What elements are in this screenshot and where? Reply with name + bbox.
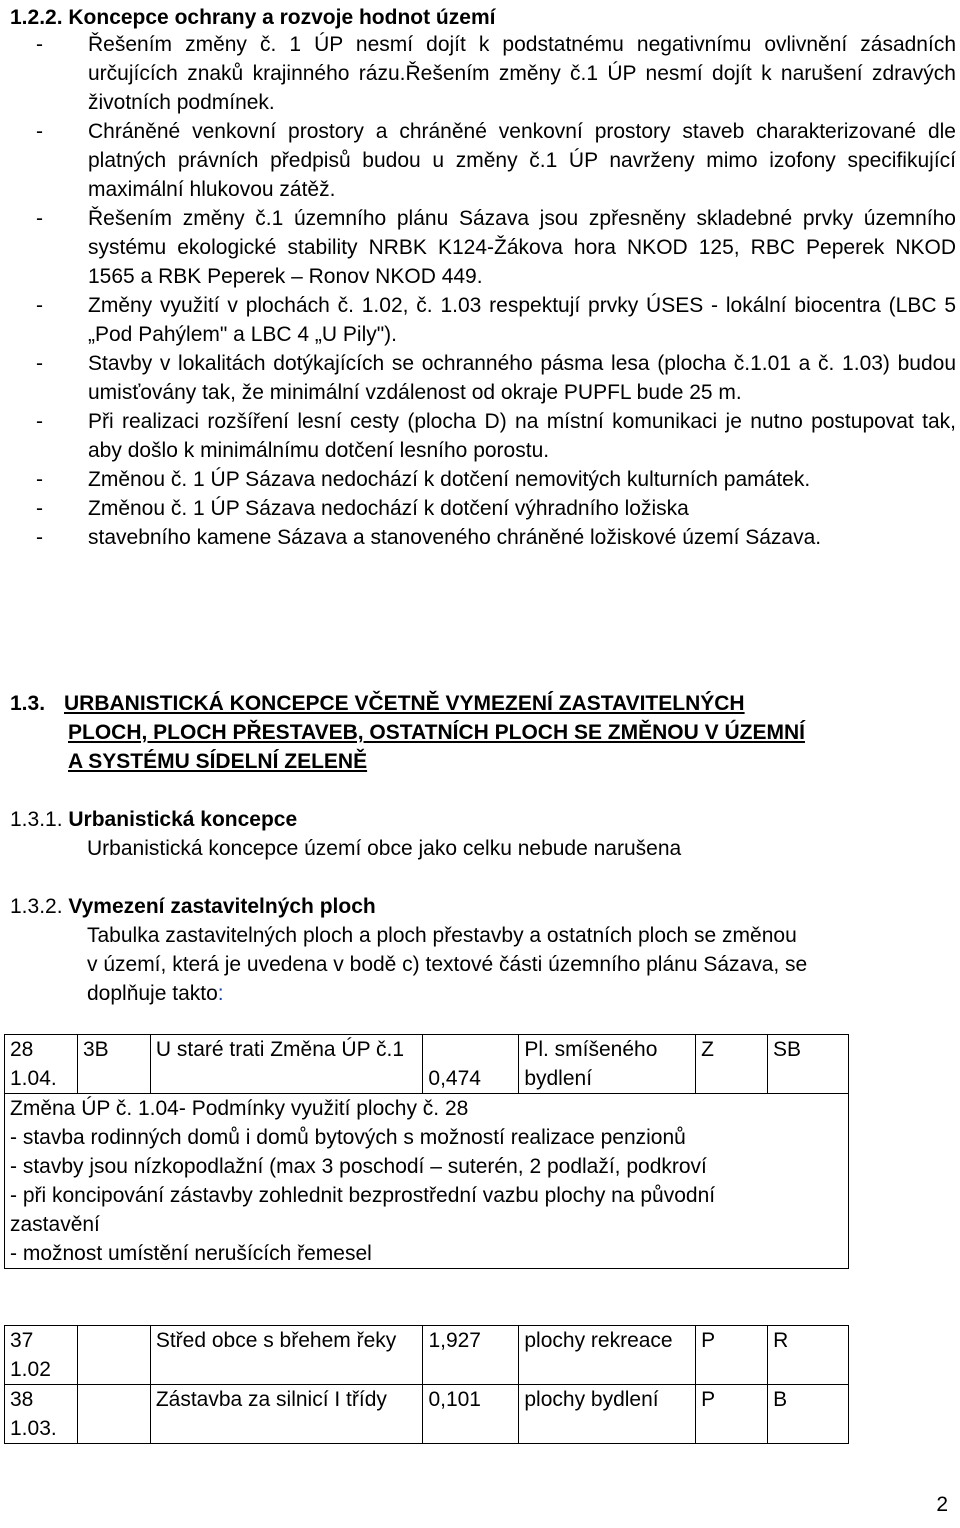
table-cell: B: [768, 1385, 849, 1444]
subsection-body-line: doplňuje takto:: [87, 982, 224, 1005]
list-item-text: stavebního kamene Sázava a stanoveného chráněné ložiskové území Sázava.: [88, 526, 822, 549]
table-cell: plochy bydlení: [519, 1385, 696, 1444]
bullet-list: [10, 30, 956, 552]
list-item: - Změny využití v plochách č. 1.02, č. 1.03 respektují prvky ÚSES - lokální biocentra (LBC 5 „Pod Pahýlem" a LBC 4 „U Pily").: [10, 291, 956, 349]
table-cell: 37 1.02: [5, 1326, 78, 1385]
list-item-text: Stavby v lokalitách dotýkajících se ochranného pásma lesa (plocha č.1.01 a č. 1.03) budou umisťovány tak, že minimální vzdálenost od okraje PUPFL bude 25 m.: [88, 352, 956, 404]
list-item: - Řešením změny č. 1 ÚP nesmí dojít k podstatnému negativnímu ovlivnění zásadních určujících znaků krajinného rázu.Řešením změny č.1 ÚP nesmí dojít k narušení zdravých životních podmínek.: [10, 30, 956, 117]
table-row: [5, 1035, 849, 1094]
table-row: [5, 1326, 849, 1385]
subsection-1-3-1: [10, 805, 681, 863]
subsection-body-line: Tabulka zastavitelných ploch a ploch přestavby a ostatních ploch se změnou: [87, 924, 797, 947]
page-number: 2: [936, 1493, 948, 1516]
subsection-title: Vymezení zastavitelných ploch: [68, 895, 376, 918]
list-item: - Změnou č. 1 ÚP Sázava nedochází k dotčení výhradního ložiska: [10, 494, 956, 523]
subsection-number: 1.3.1.: [10, 808, 63, 831]
list-item-text: Změnou č. 1 ÚP Sázava nedochází k dotčení nemovitých kulturních památek.: [88, 468, 811, 491]
subsection-1-3-2: [10, 892, 807, 1008]
table-cell: 28 1.04.: [5, 1035, 78, 1094]
list-item-text: Při realizaci rozšíření lesní cesty (plocha D) na místní komunikaci je nutno postupovat tak, aby došlo k minimálnímu dotčení lesního porostu.: [88, 410, 956, 462]
table-cell: R: [768, 1326, 849, 1385]
table-cell: 38 1.03.: [5, 1385, 78, 1444]
conditions-line: - možnost umístění nerušících řemesel: [10, 1242, 372, 1265]
list-item: - Změnou č. 1 ÚP Sázava nedochází k dotčení nemovitých kulturních památek.: [10, 465, 956, 494]
section-title-line: PLOCH, PLOCH PŘESTAVEB, OSTATNÍCH PLOCH SE ZMĚNOU V ÚZEMNÍ: [68, 721, 805, 744]
table-cell: [77, 1326, 150, 1385]
table-cell: 1,927: [423, 1326, 519, 1385]
table-cell: 3B: [77, 1035, 150, 1094]
conditions-line: - stavby jsou nízkopodlažní (max 3 poschodí – suterén, 2 podlaží, podkroví: [10, 1155, 707, 1178]
table-row: [5, 1094, 849, 1269]
table-cell: plochy rekreace: [519, 1326, 696, 1385]
table-cell: SB: [768, 1035, 849, 1094]
list-item: - stavebního kamene Sázava a stanoveného chráněné ložiskové území Sázava.: [10, 523, 956, 552]
table-cell: Z: [696, 1035, 768, 1094]
conditions-line: - při koncipování zástavby zohlednit bezprostřední vazbu plochy na původní zastavění: [10, 1184, 716, 1236]
table-cell: [77, 1385, 150, 1444]
list-item: - Řešením změny č.1 územního plánu Sázava jsou zpřesněny skladebné prvky územního systému ekologické stability NRBK K124-Žákova hora NKOD 125, RBC Peperek NKOD 1565 a RBK Peperek – Ronov NKOD 449.: [10, 204, 956, 291]
list-item-text: Změny využití v plochách č. 1.02, č. 1.03 respektují prvky ÚSES - lokální biocentra (LBC 5 „Pod Pahýlem" a LBC 4 „U Pily").: [88, 294, 956, 346]
section-title-line: URBANISTICKÁ KONCEPCE VČETNĚ VYMEZENÍ ZASTAVITELNÝCH: [64, 692, 745, 715]
section-number: 1.3.: [10, 692, 46, 715]
list-item-text: Řešením změny č.1 územního plánu Sázava jsou zpřesněny skladebné prvky územního systému ekologické stability NRBK K124-Žákova hora NKOD 125, RBC Peperek NKOD 1565 a RBK Peperek – Ronov NKOD 449.: [88, 207, 956, 288]
list-item-text: Řešením změny č. 1 ÚP nesmí dojít k podstatnému negativnímu ovlivnění zásadních určujících znaků krajinného rázu.Řešením změny č.1 ÚP nesmí dojít k narušení zdravých životních podmínek.: [88, 33, 956, 114]
list-item: - Při realizaci rozšíření lesní cesty (plocha D) na místní komunikaci je nutno postupovat tak, aby došlo k minimálnímu dotčení lesního porostu.: [10, 407, 956, 465]
table-area-28: [4, 1034, 849, 1269]
subsection-title: Urbanistická koncepce: [68, 808, 298, 831]
table-areas-37-38: [4, 1325, 849, 1444]
table-cell: Pl. smíšeného bydlení: [519, 1035, 696, 1094]
table-cell: P: [696, 1385, 768, 1444]
subsection-number: 1.3.2.: [10, 895, 63, 918]
table-cell: 0,101: [423, 1385, 519, 1444]
conditions-line: - stavba rodinných domů i domů bytových s možností realizace penzionů: [10, 1126, 686, 1149]
conditions-cell: [5, 1094, 849, 1269]
list-item: - Stavby v lokalitách dotýkajících se ochranného pásma lesa (plocha č.1.01 a č. 1.03) budou umisťovány tak, že minimální vzdálenost od okraje PUPFL bude 25 m.: [10, 349, 956, 407]
section-title-line: A SYSTÉMU SÍDELNÍ ZELENĚ: [68, 750, 368, 773]
table-row: [5, 1385, 849, 1444]
section-heading-1-3: [10, 689, 950, 776]
list-item-text: Změnou č. 1 ÚP Sázava nedochází k dotčení výhradního ložiska: [88, 497, 689, 520]
table-cell: P: [696, 1326, 768, 1385]
subsection-body-line: v území, která je uvedena v bodě c) textové části územního plánu Sázava, se: [87, 953, 808, 976]
list-item: - Chráněné venkovní prostory a chráněné venkovní prostory staveb charakterizované dle platných právních předpisů budou u změny č.1 ÚP navrženy mimo izofony specifikující maximální hlukovou zátěž.: [10, 117, 956, 204]
conditions-line: Změna ÚP č. 1.04- Podmínky využití plochy č. 28: [10, 1097, 469, 1120]
table-cell: U staré trati Změna ÚP č.1: [150, 1035, 423, 1094]
subsection-body: Urbanistická koncepce území obce jako celku nebude narušena: [87, 837, 682, 860]
section-heading-1-2-2: 1.2.2. Koncepce ochrany a rozvoje hodnot území: [10, 6, 496, 29]
table-cell: Střed obce s břehem řeky: [150, 1326, 423, 1385]
table-cell: Zástavba za silnicí I třídy: [150, 1385, 423, 1444]
list-item-text: Chráněné venkovní prostory a chráněné venkovní prostory staveb charakterizované dle platných právních předpisů budou u změny č.1 ÚP navrženy mimo izofony specifikující maximální hlukovou zátěž.: [88, 120, 956, 201]
table-cell: 0,474: [423, 1035, 519, 1094]
